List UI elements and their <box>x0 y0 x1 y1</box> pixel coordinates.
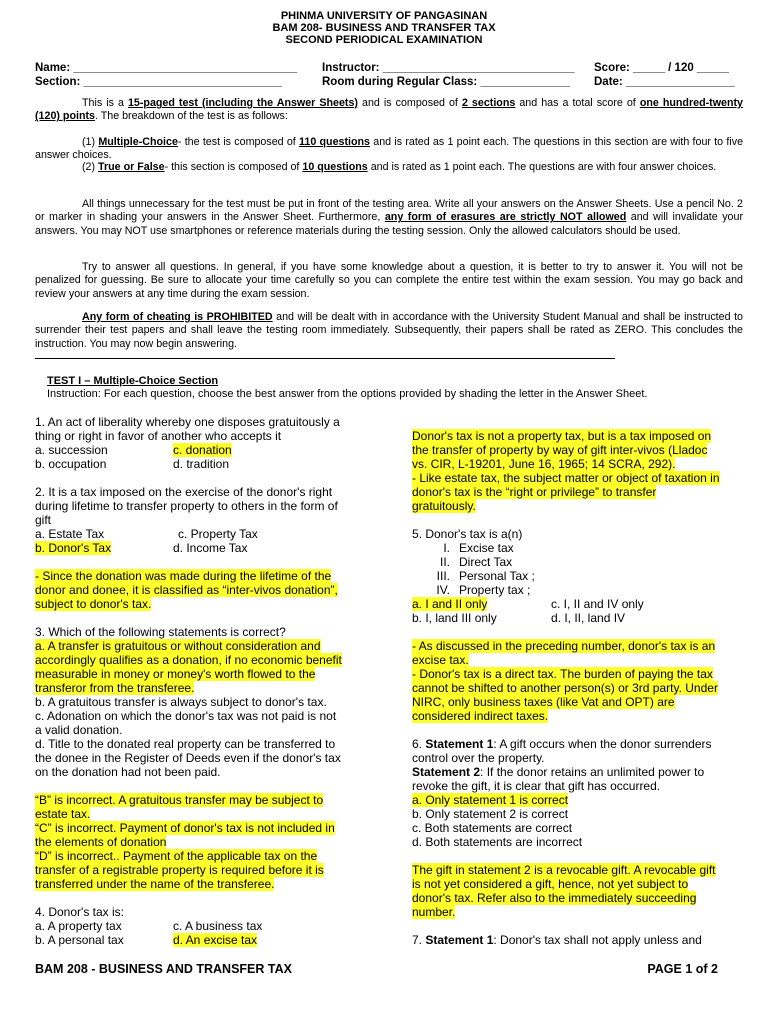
q1-options: a. succession c. donation b. occupation d. tradition <box>35 443 232 471</box>
section-field: Section: _______________________________ <box>35 76 282 88</box>
question-4: 4. Donor's tax is: a. A property tax c. A business tax b. A personal tax d. An excise tax <box>35 905 263 947</box>
date-field: Date: _________________ <box>594 76 735 88</box>
test-section-heading <box>47 375 647 401</box>
room-field: Room during Regular Class: ______________ <box>322 76 571 88</box>
course-title: BAM 208- BUSINESS AND TRANSFER TAX <box>272 22 496 34</box>
q5-explanation: - As discussed in the preceding number, donor's tax is an excise tax. - Donor's tax is a direct tax. The burden of paying the tax cannot be shifted to another person(s) or 3rd party. Under NIRC, only business taxes (like Vat and OPT) are considered indirect taxes. <box>412 639 718 723</box>
question-1: 1. An act of liberality whereby one disposes gratuitously a thing or right in favor of another who accepts it a. succession c. donation b. occupation d. tradition <box>35 415 400 471</box>
test-title: TEST I – Multiple-Choice Section <box>47 375 219 387</box>
question-5: 5. Donor's tax is a(n) I. Excise tax II. Direct Tax III. Personal Tax ; IV. Property tax ; a. I and II only c. I, II and IV only b. I, land III only d. I, II, land IV <box>412 527 644 625</box>
intro-paragraph-2: (1) Multiple-Choice- the test is composed of 110 questions and is rated as 1 point each. The questions in this section are with four to five answer choices. <box>35 136 744 162</box>
question-3: 3. Which of the following statements is correct? a. A transfer is gratuitous or without consideration and accordingly qualifies as a donation, if no economic benefit measurable in money or money's worth flowed to the transferor from the transferee. b. A gratuitous transfer is always subject to donor's tax. c. Adonation on which the donor's tax was not paid is not a valid donation. d. Title to the donated real property can be transferred to the donee in the Register of Deeds even if the donor's tax on the donation had not been paid. <box>35 625 342 779</box>
divider-line <box>35 358 615 359</box>
score-fields <box>594 61 735 89</box>
q6-answer: a. Only statement 1 is correct <box>412 793 569 807</box>
q1-answer: c. donation <box>173 443 232 457</box>
intro-paragraph-3: (2) True or False- this section is composed of 10 questions and is rated as 1 point each. The questions are with four answer choices. <box>82 161 717 173</box>
intro-paragraph-5: Try to answer all questions. In general, if you have some knowledge about a question, it is better to try to answer it. You will not be penalized for guessing. Be sure to allocate your time carefully so you can complete the entire test within the exam session. You may go back and review your answers at any time during the exam session. <box>35 261 743 300</box>
q6-explanation: The gift in statement 2 is a revocable gift. A revocable gift is not yet considered a gift, hence, not yet subject to donor's tax. Refer also to the immediately succeeding number. <box>412 863 716 919</box>
score-field: Score: _____ / 120 _____ <box>594 62 729 74</box>
intro-paragraph-4: All things unnecessary for the test must be put in front of the testing area. Write all your answers on the Answer Sheets. Use a pencil No. 2 or marker in shading your answers in the Answer Sheet. Furthermore, any form of erasures are strictly NOT allowed and will invalidate your answers. You may NOT use smartphones or reference materials during the testing session. Only the allowed calculators should be used. <box>35 198 743 237</box>
left-column <box>35 415 400 947</box>
footer-course: BAM 208 - BUSINESS AND TRANSFER TAX <box>35 962 292 976</box>
q4-answer: d. An excise tax <box>173 933 258 947</box>
university-name: PHINMA UNIVERSITY OF PANGASINAN <box>280 10 488 22</box>
right-column <box>412 429 752 947</box>
name-field: Name: ___________________________________ <box>35 62 298 74</box>
question-6: 6. Statement 1: A gift occurs when the donor surrenders control over the property. Statement 2: If the donor retains an unlimited power to revoke the gift, it is clear that gift has occurred. a. Only statement 1 is correct b. Only statement 2 is correct c. Both statements are correct d. Both statements are incorrect <box>412 737 712 849</box>
q2-answer: b. Donor's Tax <box>35 541 112 555</box>
question-7: 7. Statement 1: Donor's tax shall not apply unless and <box>412 933 702 947</box>
q3-explanation: “B” is incorrect. A gratuitous transfer may be subject to estate tax. “C” is incorrect. Payment of donor's tax is not included in the elements of donation “D” is incorrect.. Payment of the applicable tax on the transfer of a registrable property is required before it is transferred under the name of the transferee. <box>35 793 335 891</box>
footer-page-number: PAGE 1 of 2 <box>647 962 718 976</box>
intro-paragraph-1: This is a 15-paged test (including the Answer Sheets) and is composed of 2 sections and has a total score of one hundred-twenty (120) points. The breakdown of the test is as follows: <box>35 97 744 123</box>
q4-explanation: Donor's tax is not a property tax, but is a tax imposed on the transfer of property by way of gift inter-vivos (Lladoc vs. CIR, L-19201, June 16, 1965; 14 SCRA, 292). - Like estate tax, the subject matter or object of taxation in donor's tax is the “right or privilege” to transfer gratuitously. <box>412 429 720 513</box>
q5-answer: a. I and II only <box>412 597 488 611</box>
q2-explanation: - Since the donation was made during the lifetime of the donor and donee, it is classified as “inter-vivos donation”, subject to donor's tax. <box>35 569 338 611</box>
class-fields <box>322 61 575 89</box>
exam-title: SECOND PERIODICAL EXAMINATION <box>285 34 483 46</box>
student-fields <box>35 61 297 89</box>
instructor-field: Instructor: ______________________________ <box>322 62 575 74</box>
test-instruction: Instruction: For each question, choose the best answer from the options provided by shading the letter in the Answer Sheet. <box>47 388 648 400</box>
question-2: 2. It is a tax imposed on the exercise of the donor's right during lifetime to transfer property to others in the form of gift a. Estate Tax c. Property Tax b. Donor's Tax d. Income Tax <box>35 485 338 555</box>
exam-header <box>0 10 768 46</box>
intro-paragraph-6: Any form of cheating is PROHIBITED and will be dealt with in accordance with the University Student Manual and shall be instructed to surrender their test papers and shall leave the testing room immediately. Subsequently, their papers shall be rated as ZERO. This concludes the instruction. You may now begin answering. <box>35 311 743 350</box>
